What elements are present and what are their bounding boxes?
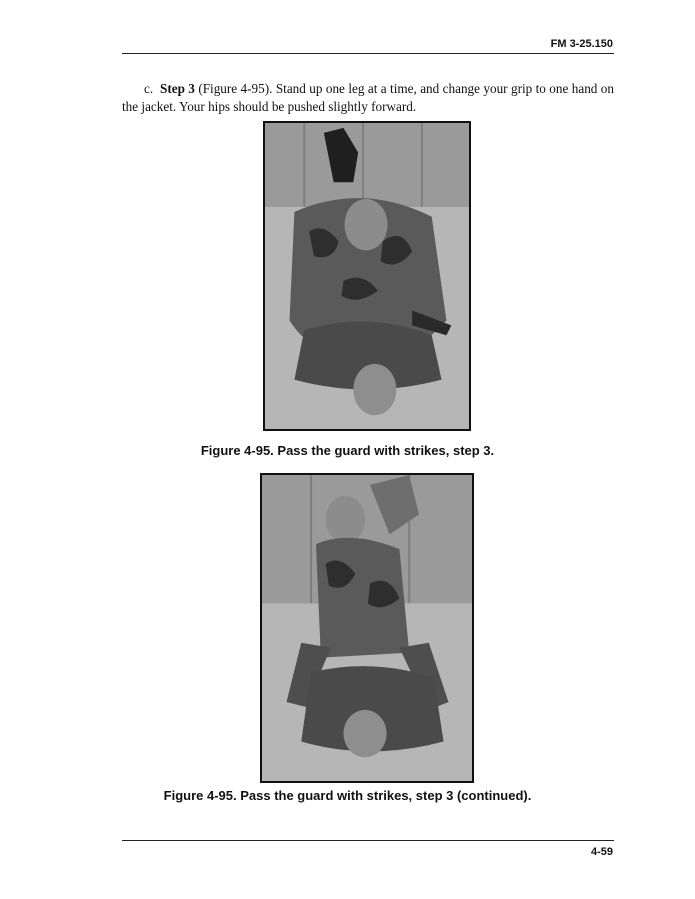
figure-caption-2: Figure 4-95. Pass the guard with strikes, step 3 (continued). [163,788,532,803]
step-prefix: c. [144,81,154,96]
footer-rule [122,840,614,841]
running-header: FM 3-25.150 [550,38,613,50]
step-label: Step 3 [159,81,195,96]
step-paragraph [122,80,614,116]
figure-photo-2 [260,473,474,783]
header-rule [122,53,614,54]
figure-photo-1 [263,121,471,431]
figure-caption-1: Figure 4-95. Pass the guard with strikes, step 3. [200,443,495,458]
step-text: (Figure 4-95). Stand up one leg at a time, and change your grip to one hand on the jacket. Your hips should be pushed slightly forward. [122,81,614,114]
page-number: 4-59 [590,846,613,858]
